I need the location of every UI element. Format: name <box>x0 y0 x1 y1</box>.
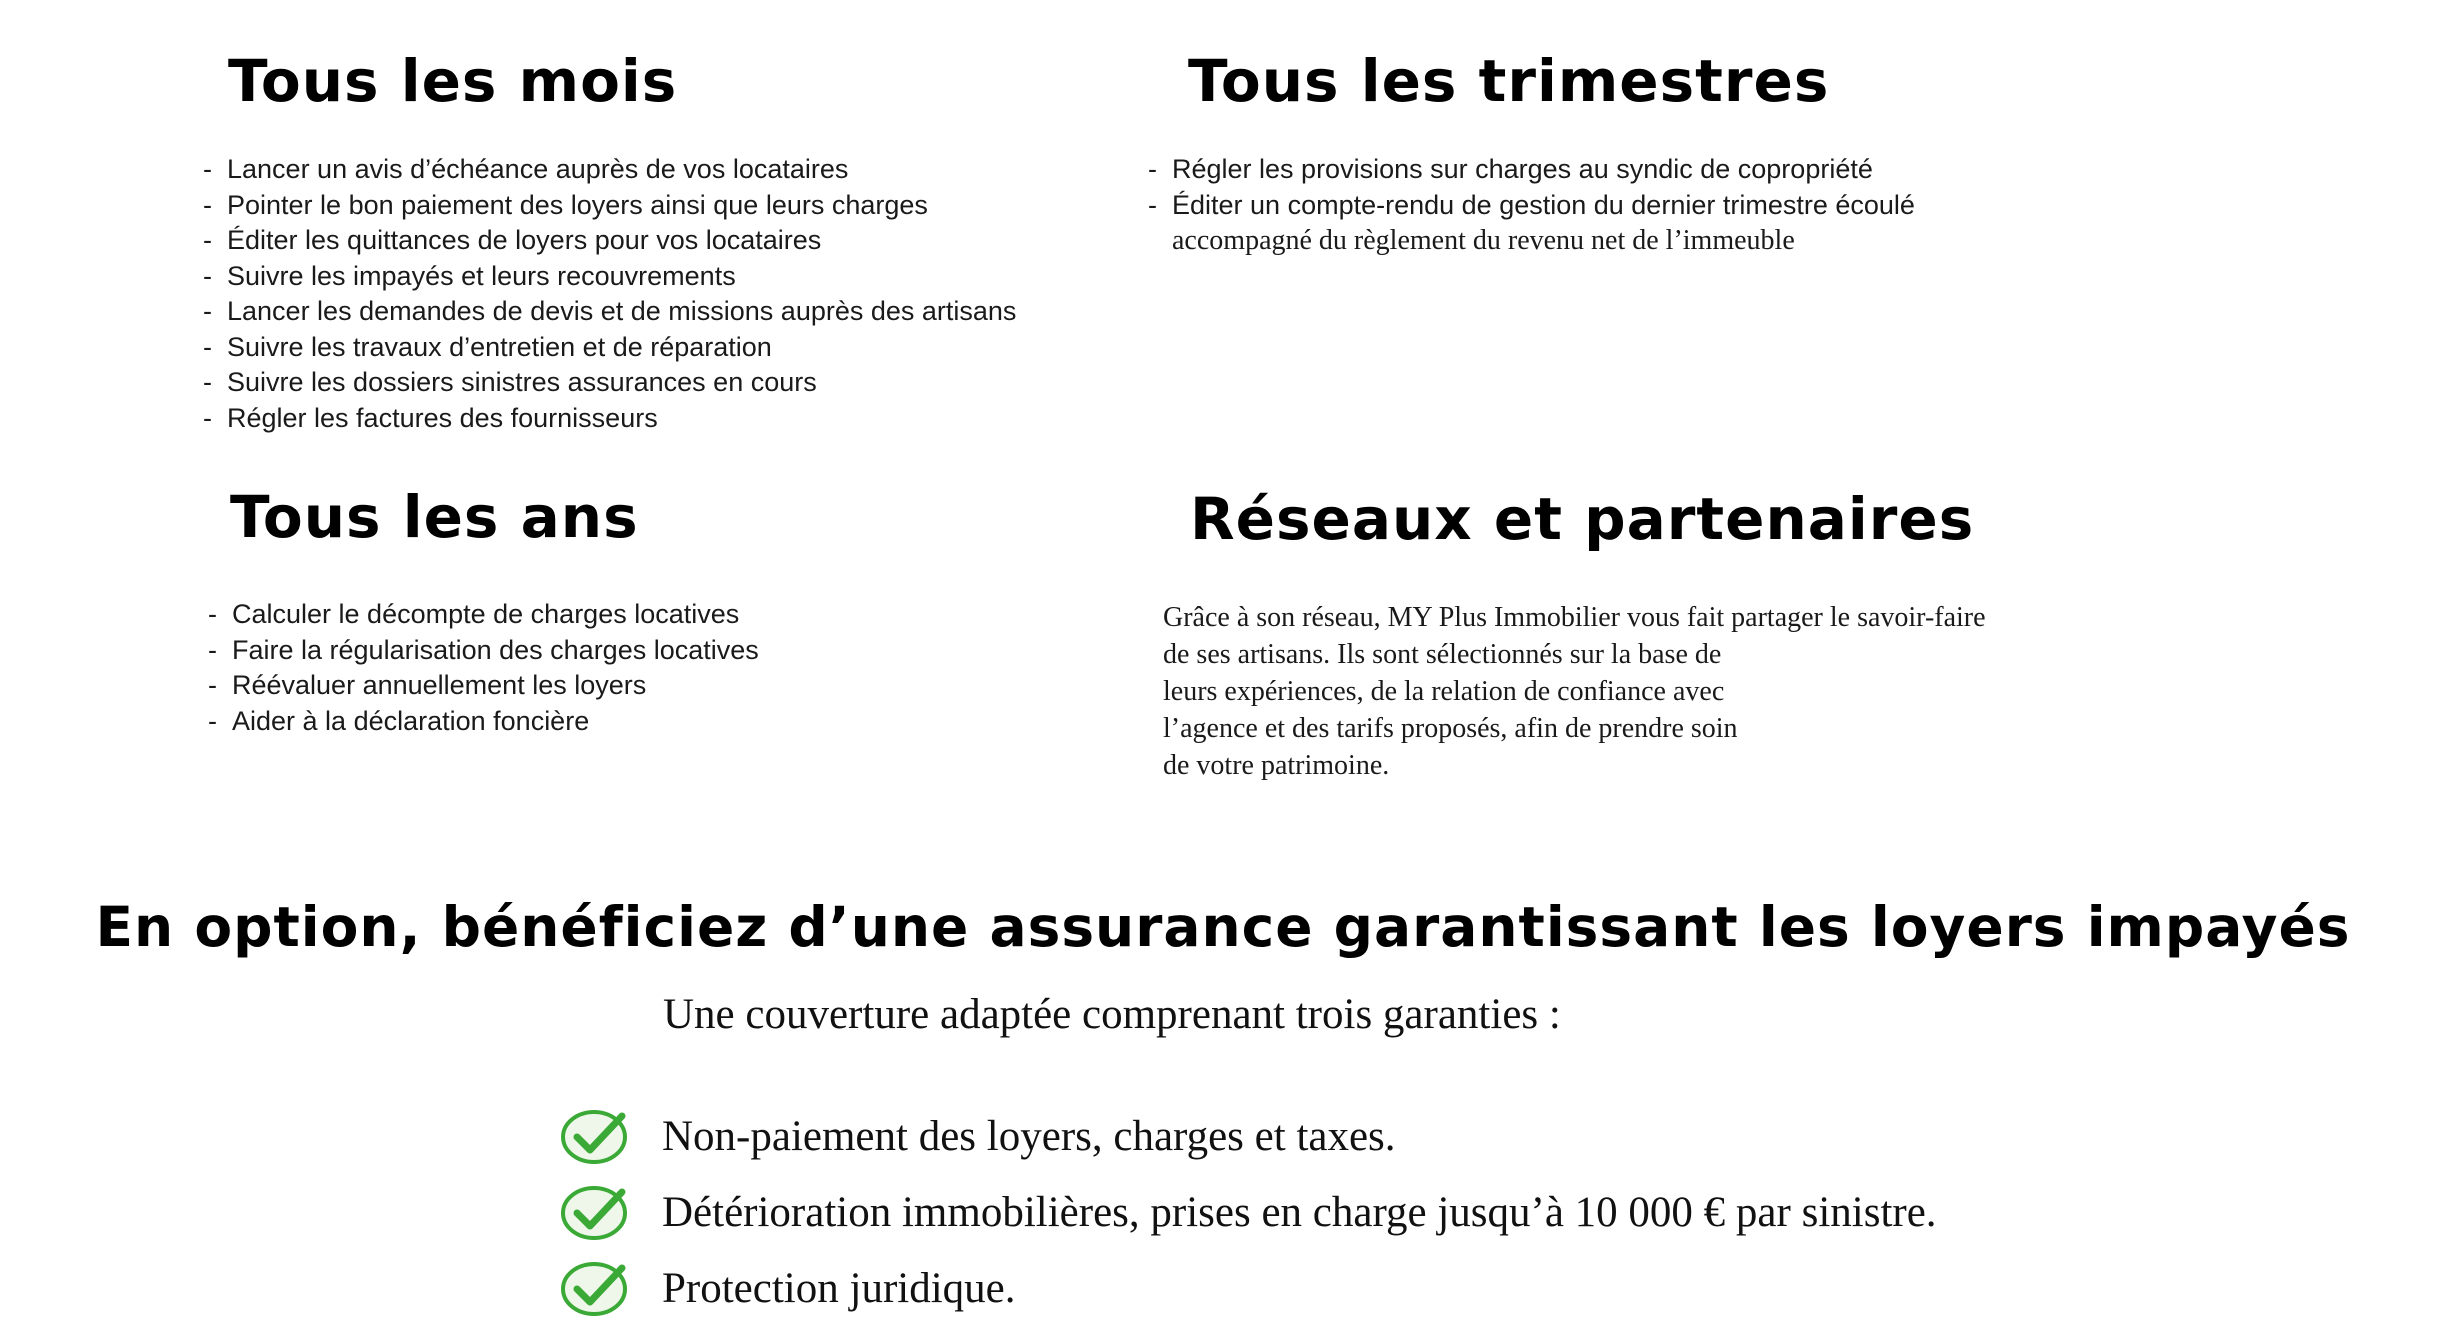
list-item: - Éditer les quittances de loyers pour vos locataires <box>203 225 822 255</box>
insurance-intro: Une couverture adaptée comprenant trois garanties : <box>663 991 1561 1038</box>
list-item: - Calculer le décompte de charges locatives <box>208 599 740 629</box>
list-item: - Lancer un avis d’échéance auprès de vos locataires <box>203 154 849 184</box>
paragraph-line: leurs expériences, de la relation de confiance avec <box>1163 676 1725 707</box>
monthly-list <box>203 152 1016 436</box>
yearly-title: Tous les ans <box>230 483 639 551</box>
list-item: - Réévaluer annuellement les loyers <box>208 670 647 700</box>
list-item: - Régler les provisions sur charges au syndic de copropriété <box>1148 154 1873 184</box>
guarantee-item <box>560 1174 1937 1250</box>
guarantee-item <box>560 1250 1937 1326</box>
paragraph-line: de votre patrimoine. <box>1163 750 1390 781</box>
list-item: - Lancer les demandes de devis et de missions auprès des artisans <box>203 296 1017 326</box>
list-item: - Pointer le bon paiement des loyers ainsi que leurs charges <box>203 189 928 220</box>
list-item: - Suivre les impayés et leurs recouvrements <box>203 260 736 291</box>
check-circle-icon <box>560 1258 632 1318</box>
list-item: - Éditer un compte-rendu de gestion du dernier trimestre écoulé <box>1148 189 1915 220</box>
network-title: Réseaux et partenaires <box>1190 485 1975 553</box>
insurance-title: En option, bénéficiez d’une assurance garantissant les loyers impayés <box>95 895 2351 959</box>
list-item: - Aider à la déclaration foncière <box>208 705 590 736</box>
network-paragraph <box>1163 599 1986 784</box>
list-item: - Suivre les dossiers sinistres assurances en cours <box>203 367 817 397</box>
check-circle-icon <box>560 1182 632 1242</box>
quarterly-list <box>1148 152 1915 259</box>
guarantee-list <box>560 1098 1937 1326</box>
paragraph-line: l’agence et des tarifs proposés, afin de prendre soin <box>1163 713 1738 744</box>
paragraph-line: Grâce à son réseau, MY Plus Immobilier vous fait partager le savoir-faire <box>1163 602 1986 633</box>
check-circle-icon <box>560 1106 632 1166</box>
guarantee-text: Détérioration immobilières, prises en charge jusqu’à 10 000 € par sinistre. <box>662 1188 1937 1236</box>
guarantee-text: Protection juridique. <box>662 1264 1016 1312</box>
quarterly-title: Tous les trimestres <box>1188 47 1830 115</box>
guarantee-text: Non-paiement des loyers, charges et taxes. <box>662 1112 1396 1160</box>
list-item: - Suivre les travaux d’entretien et de réparation <box>203 331 772 362</box>
monthly-title: Tous les mois <box>228 47 678 115</box>
paragraph-line: de ses artisans. Ils sont sélectionnés sur la base de <box>1163 639 1722 670</box>
yearly-list <box>208 597 759 739</box>
list-item: - Faire la régularisation des charges locatives <box>208 634 759 665</box>
list-item-continuation: accompagné du règlement du revenu net de l’immeuble <box>1172 225 1795 256</box>
list-item: - Régler les factures des fournisseurs <box>203 402 658 433</box>
guarantee-item <box>560 1098 1937 1174</box>
